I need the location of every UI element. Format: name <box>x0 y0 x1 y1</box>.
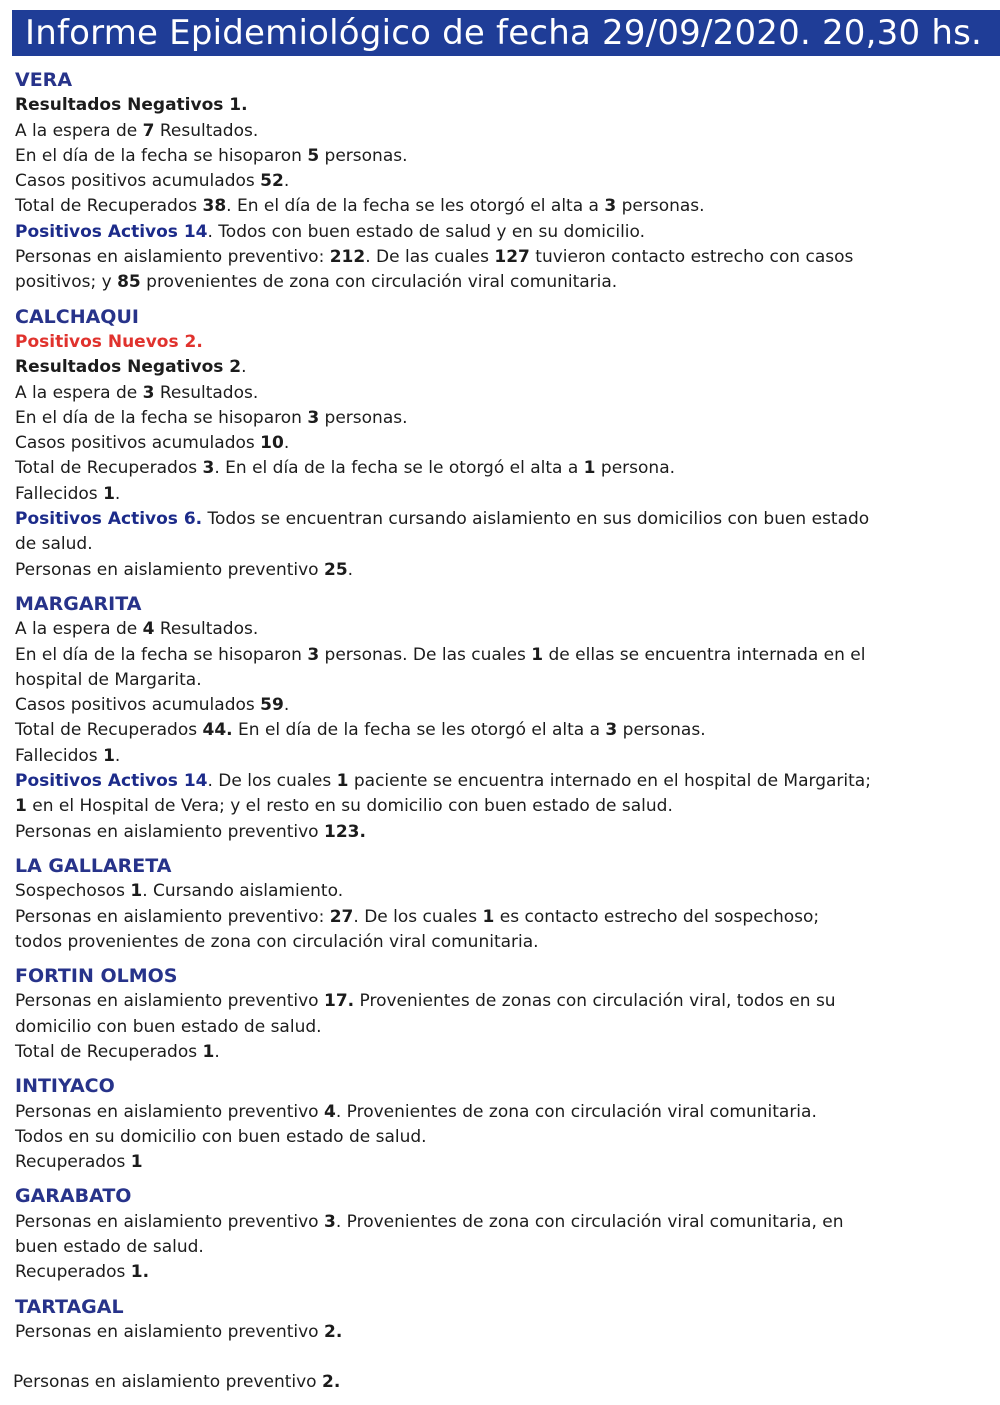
swabbed-line: En el día de la fecha se hisoparon 3 personas. <box>15 407 408 428</box>
accumulated-cases-line: Casos positivos acumulados 52. <box>15 171 290 192</box>
section-fortin-olmos <box>15 964 895 1065</box>
negative-results-line: Resultados Negativos 1. <box>15 95 248 116</box>
pending-results-line: A la espera de 4 Resultados. <box>15 619 259 640</box>
swabbed-line: En el día de la fecha se hisoparon 3 personas. De las cuales 1 de ellas se encuentra internada en el <box>15 644 866 665</box>
section-margarita <box>15 592 895 845</box>
section-title: FORTIN OLMOS <box>15 965 178 988</box>
section-title: CALCHAQUI <box>15 305 139 328</box>
section-intiyaco <box>15 1074 895 1175</box>
section-la-gallareta <box>15 854 895 955</box>
section-title: GARABATO <box>15 1185 132 1208</box>
section-tartagal <box>15 1295 895 1346</box>
recovered-line: Total de Recuperados 44. En el día de la fecha se les otorgó el alta a 3 personas. <box>15 720 706 741</box>
accumulated-cases-line: Casos positivos acumulados 10. <box>15 433 290 454</box>
active-positives-line-cont: de salud. <box>15 534 93 555</box>
isolation-line: Personas en aislamiento preventivo 123. <box>15 821 366 842</box>
recovered-line: Total de Recuperados 1. <box>15 1041 220 1062</box>
suspected-line: Sospechosos 1. Cursando aislamiento. <box>15 881 344 902</box>
section-title: VERA <box>15 69 73 91</box>
isolation-line: Personas en aislamiento preventivo 3. Provenientes de zona con circulación viral comunitaria, en <box>15 1211 844 1232</box>
isolation-line: Personas en aislamiento preventivo: 212. De las cuales 127 tuvieron contacto estrecho con casos <box>15 247 854 268</box>
swabbed-line-cont: hospital de Margarita. <box>15 669 202 690</box>
recovered-line: Total de Recuperados 3. En el día de la fecha se le otorgó el alta a 1 persona. <box>15 458 676 479</box>
recovered-line: Recuperados 1. <box>15 1262 150 1283</box>
new-positives-line: Positivos Nuevos 2. <box>15 331 203 352</box>
isolation-line: Personas en aislamiento preventivo 2. <box>15 1321 343 1342</box>
isolation-line: Personas en aislamiento preventivo 4. Provenientes de zona con circulación viral comunitaria. <box>15 1101 817 1122</box>
accumulated-cases-line: Casos positivos acumulados 59. <box>15 695 290 716</box>
report-title-banner <box>12 10 1000 56</box>
recovered-line: Recuperados 1 <box>15 1152 143 1173</box>
swabbed-line: En el día de la fecha se hisoparon 5 personas. <box>15 145 408 166</box>
isolation-line-cont: buen estado de salud. <box>15 1237 204 1258</box>
report-title: Informe Epidemiológico de fecha 29/09/2020. 20,30 hs. <box>24 13 982 53</box>
report-body <box>15 68 895 1354</box>
footer-isolation-line: Personas en aislamiento preventivo 2. <box>13 1372 341 1392</box>
recovered-line: Total de Recuperados 38. En el día de la fecha se les otorgó el alta a 3 personas. <box>15 196 705 217</box>
section-garabato <box>15 1184 895 1285</box>
isolation-line-cont: positivos; y 85 provenientes de zona con circulación viral comunitaria. <box>15 272 618 293</box>
pending-results-line: A la espera de 3 Resultados. <box>15 382 259 403</box>
isolation-line: Personas en aislamiento preventivo 25. <box>15 559 354 580</box>
section-title: MARGARITA <box>15 592 142 615</box>
isolation-line-cont: Todos en su domicilio con buen estado de salud. <box>15 1126 427 1147</box>
section-title: LA GALLARETA <box>15 854 172 877</box>
isolation-line: Personas en aislamiento preventivo: 27. De los cuales 1 es contacto estrecho del sospechoso; <box>15 906 820 927</box>
pending-results-line: A la espera de 7 Resultados. <box>15 120 259 141</box>
negative-results-line: Resultados Negativos 2. <box>15 357 247 378</box>
active-positives-line: Positivos Activos 14. De los cuales 1 paciente se encuentra internado en el hospital de Margarita; <box>15 771 871 792</box>
active-positives-line: Positivos Activos 6. Todos se encuentran cursando aislamiento en sus domicilios con buen estado <box>15 509 870 530</box>
isolation-line: Personas en aislamiento preventivo 17. Provenientes de zonas con circulación viral, todos en su <box>15 991 836 1012</box>
section-title: TARTAGAL <box>15 1295 124 1318</box>
active-positives-line-cont: 1 en el Hospital de Vera; y el resto en su domicilio con buen estado de salud. <box>15 796 673 817</box>
isolation-line-cont: domicilio con buen estado de salud. <box>15 1016 322 1037</box>
section-calchaqui <box>15 305 895 583</box>
isolation-line-cont: todos provenientes de zona con circulación viral comunitaria. <box>15 931 539 952</box>
section-title: INTIYACO <box>15 1075 115 1098</box>
deceased-line: Fallecidos 1. <box>15 745 121 766</box>
section-vera <box>15 68 895 296</box>
deceased-line: Fallecidos 1. <box>15 483 121 504</box>
active-positives-line: Positivos Activos 14. Todos con buen estado de salud y en su domicilio. <box>15 221 646 242</box>
